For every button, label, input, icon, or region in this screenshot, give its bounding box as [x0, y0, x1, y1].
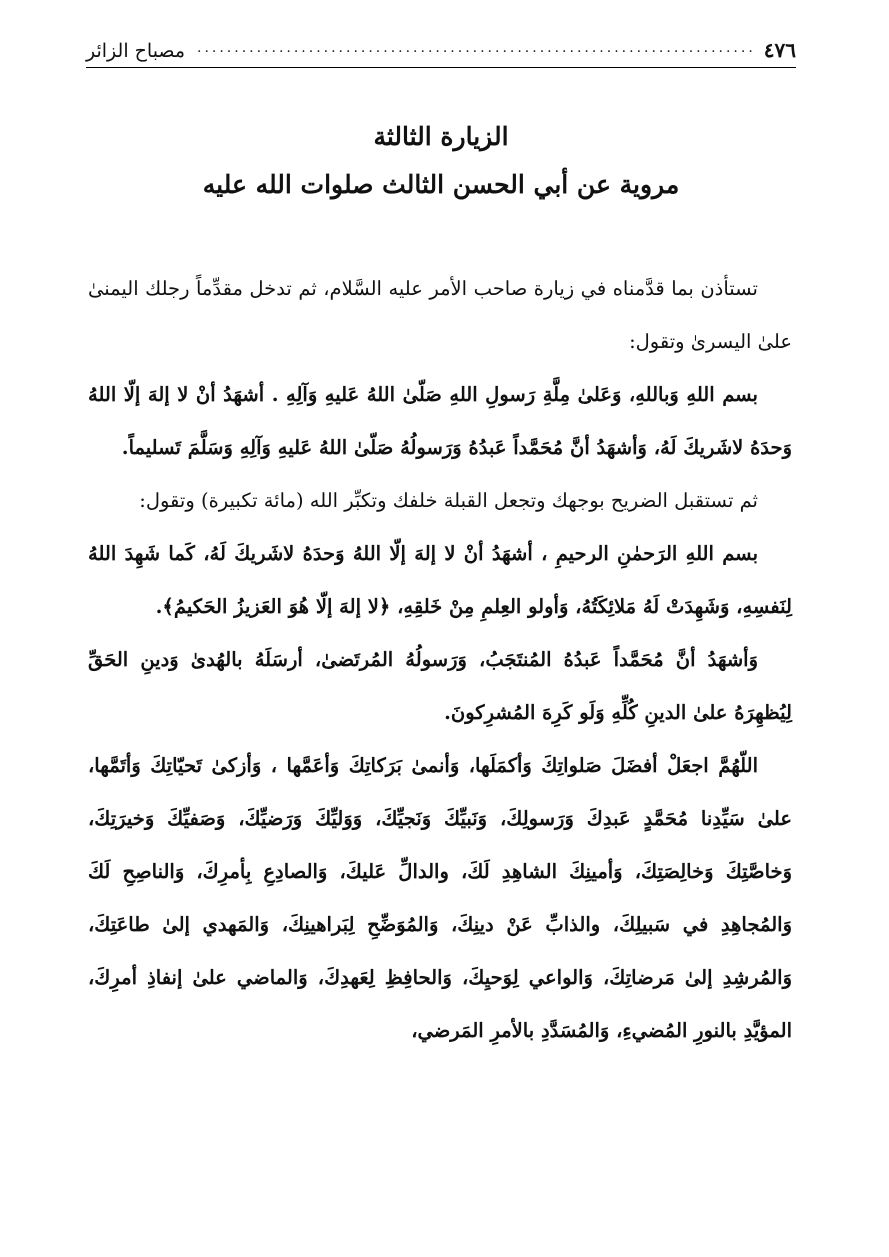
- prayer-paragraph: وَأشهَدُ أنَّ مُحَمَّداً عَبدُهُ المُنتَجَبُ، وَرَسولُهُ المُرتَضىٰ، أرسَلَهُ بالهُدىٰ وَدينِ الحَقِّ لِيُظهِرَهُ علىٰ الدينِ كُلِّهِ وَلَو كَرِهَ المُشرِكونَ.: [88, 648, 792, 724]
- leader-dots: [193, 40, 756, 56]
- instruction-paragraph: تستأذن بما قدَّمناه في زيارة صاحب الأمر عليه السَّلام، ثم تدخل مقدِّماً رجلك اليمنىٰ علىٰ اليسرىٰ وتقول:: [88, 277, 792, 353]
- prayer-paragraph: اللّهُمَّ اجعَلْ أفضَلَ صَلواتِكَ وَأكمَلَها، وَأنمىٰ بَرَكاتِكَ وَأعَمَّها ، وَأزكىٰ تَحيّاتِكَ وَأتَمَّها، علىٰ سَيِّدِنا مُحَمَّدٍ عَبدِكَ وَرَسولِكَ، وَنَبيِّكَ وَنَجيِّكَ، وَوَليِّكَ وَرَضيِّكَ، وَصَفيِّكَ وَخيرَتِكَ، وَخاصَّتِكَ وَخالِصَتِكَ، وَأمينِكَ الشاهِدِ لَكَ، والدالِّ عَليكَ، وَالصادِعِ بِأمرِكَ، وَالناصِحِ لَكَ وَالمُجاهِدِ في سَبيلِكَ، والذابِّ عَنْ دينِكَ، وَالمُوَضِّحِ لِبَراهينِكَ، وَالمَهدي إلىٰ طاعَتِكَ، وَالمُرشِدِ إلىٰ مَرضاتِكَ، وَالواعي لِوَحيِكَ، وَالحافِظِ لِعَهدِكَ، وَالماضي علىٰ إنفاذِ أمرِكَ، المؤيَّدِ بالنورِ المُضيءِ، وَالمُسَدَّدِ بالأمرِ المَرضي،: [88, 754, 792, 1042]
- prayer-paragraph: بسم اللهِ وَباللهِ، وَعَلىٰ مِلَّةِ رَسولِ اللهِ صَلّىٰ اللهُ عَليهِ وَآلِهِ . أشهَدُ أنْ لا إلهَ إلّا اللهُ وَحدَهُ لاشَريكَ لَهُ، وَأشهَدُ أنَّ مُحَمَّداً عَبدُهُ وَرَسولُهُ صَلّىٰ اللهُ عَليهِ وَآلِهِ وَسَلَّمَ تَسليماً.: [88, 383, 792, 459]
- section-title: الزيارة الثالثة: [373, 122, 509, 151]
- running-header: [86, 34, 796, 62]
- prayer-paragraph: بسم اللهِ الرَحمٰنِ الرحيمِ ، أشهَدُ أنْ لا إلهَ إلّا اللهُ وَحدَهُ لاشَريكَ لَهُ، كَما شَهِدَ اللهُ لِنَفسِهِ، وَشَهِدَتْ لَهُ مَلائِكَتُهُ، وَأولو العِلمِ مِنْ خَلقِهِ، ﴿لا إلهَ إلّا هُوَ العَزيزُ الحَكيمُ﴾.: [88, 542, 792, 618]
- page-number: ٤٧٦: [763, 38, 796, 62]
- book-title: مصباح الزائر: [86, 40, 186, 62]
- page-body: [88, 262, 792, 1057]
- header-rule: [86, 67, 796, 68]
- section-subtitle: مروية عن أبي الحسن الثالث صلوات الله عليه: [202, 170, 680, 199]
- instruction-paragraph: ثم تستقبل الضريح بوجهك وتجعل القبلة خلفك وتكبِّر الله (مائة تكبيرة) وتقول:: [139, 489, 758, 512]
